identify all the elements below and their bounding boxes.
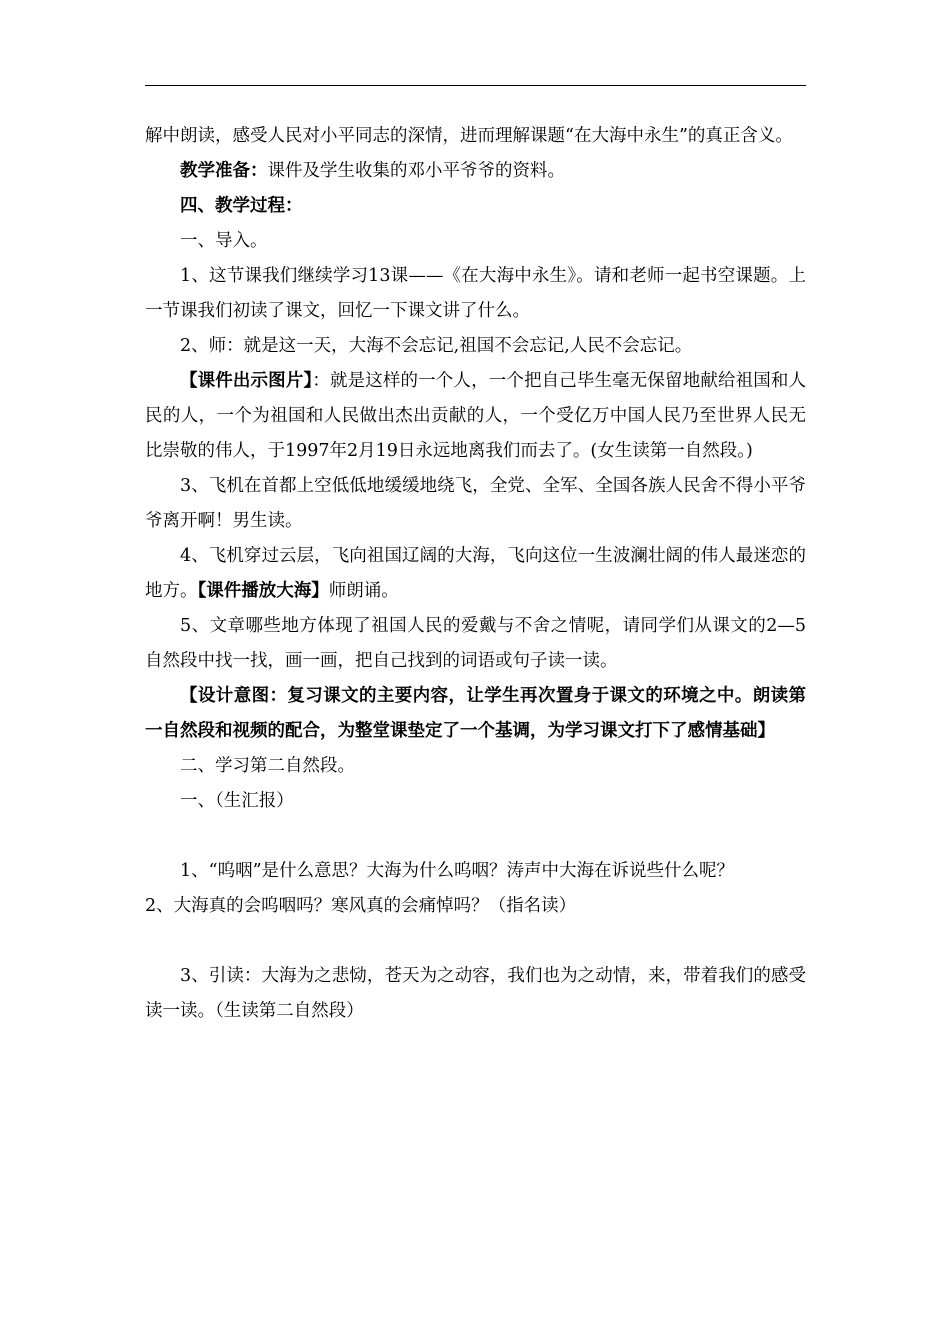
paragraph-design-intent: 【设计意图：复习课文的主要内容，让学生再次置身于课文的环境之中。朗读第一自然段和视频的配合，为整堂课垫定了一个基调，为学习课文打下了感情基础】 (145, 686, 806, 741)
paragraph-courseware-picture (145, 364, 806, 469)
question-2: 2、大海真的会呜咽吗？寒风真的会痛悼吗？（指名读） (145, 896, 577, 916)
preparation-label: 教学准备： (180, 161, 268, 181)
heading-teaching-process: 四、教学过程： (180, 196, 303, 216)
paragraph-step-1: 1、这节课我们继续学习13课——《在大海中永生》。请和老师一起书空课题。上一节课我们初读了课文，回忆一下课文讲了什么。 (145, 266, 806, 321)
paragraph-objective-continued: 解中朗读，感受人民对小平同志的深情，进而理解课题“在大海中永生”的真正含义。 (145, 126, 793, 146)
step-4-text: 4、飞机穿过云层，飞向祖国辽阔的大海，飞向这位一生波澜壮阔的伟人最迷恋的地方。 (145, 546, 806, 601)
paragraph-teaching-preparation (145, 154, 806, 189)
document-body (145, 119, 806, 1029)
heading-student-report: 一、（生汇报） (180, 791, 294, 811)
blank-line (145, 924, 806, 959)
question-1: 1、“呜咽”是什么意思？大海为什么呜咽？涛声中大海在诉说些什么呢？ (180, 861, 735, 881)
courseware-picture-label: 【课件出示图片】 (180, 371, 313, 391)
heading-introduction: 一、导入。 (180, 231, 268, 251)
paragraph-step-4 (145, 539, 806, 609)
blank-line (145, 819, 806, 854)
paragraph-step-5: 5、文章哪些地方体现了祖国人民的爱戴与不舍之情呢，请同学们从课文的2—5自然段中找一找，画一画，把自己找到的词语或句子读一读。 (145, 616, 806, 671)
paragraph-guided-reading: 3、引读：大海为之悲恸，苍天为之动容，我们也为之动情，来，带着我们的感受读一读。（生读第二自然段） (145, 966, 806, 1021)
courseware-sea-label: 【课件播放大海】 (197, 581, 329, 601)
heading-second-paragraph-study: 二、学习第二自然段。 (180, 756, 355, 776)
courseware-picture-text: ：就是这样的一个人，一个把自己毕生毫无保留地献给祖国和人民的人，一个为祖国和人民做出杰出贡献的人，一个受亿万中国人民乃至世界人民无比崇敬的伟人，于1997年2月19日永远地离我们而去了。(女生读第一自然段。) (145, 371, 807, 461)
paragraph-step-2: 2、师：就是这一天，大海不会忘记,祖国不会忘记,人民不会忘记。 (180, 336, 693, 356)
preparation-text: 课件及学生收集的邓小平爷爷的资料。 (267, 161, 565, 181)
step-4-tail: 师朗诵。 (328, 581, 399, 601)
paragraph-step-3: 3、飞机在首都上空低低地缓缓地绕飞，全党、全军、全国各族人民舍不得小平爷爷离开啊！男生读。 (145, 476, 806, 531)
header-rule (145, 85, 806, 86)
